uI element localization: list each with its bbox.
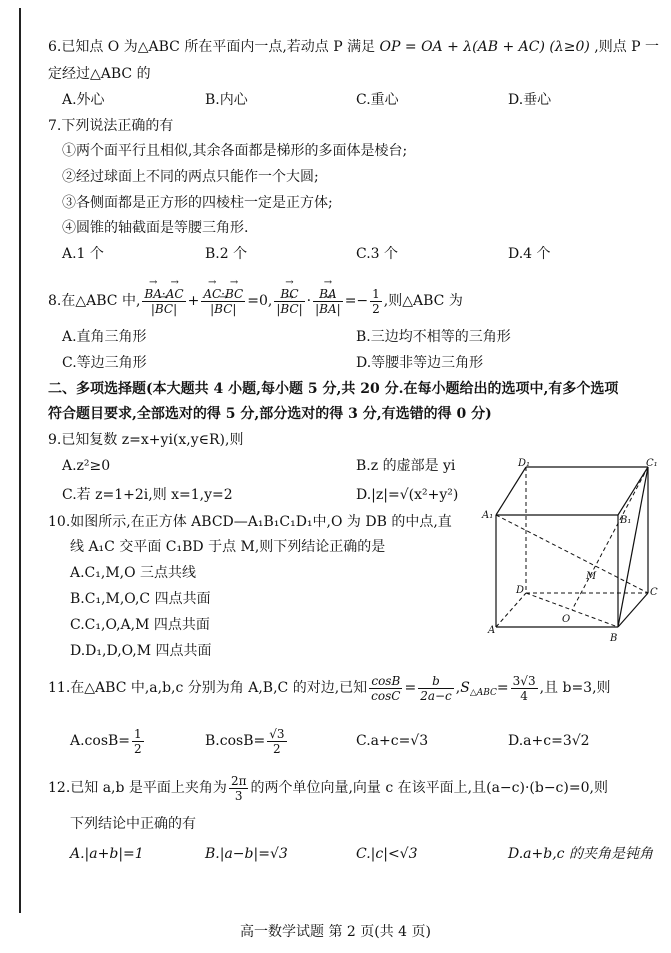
q10-option-b: B.C₁,M,O,C 四点共面 <box>70 591 211 607</box>
q9-option-a: A.z²≥0 <box>62 458 111 474</box>
q12-option-c: C.|c|<√3 <box>356 846 418 862</box>
q8-option-b: B.三边均不相等的三角形 <box>356 329 511 345</box>
q9-option-c: C.若 z=1+2i,则 x=1,y=2 <box>62 487 233 503</box>
q9-stem: 9.已知复数 z=x+yi(x,y∈R),则 <box>48 432 244 448</box>
q6-option-c: C.重心 <box>356 92 399 108</box>
q10-option-c: C.C₁,O,A,M 四点共面 <box>70 617 210 633</box>
q11-stem: 11.在△ABC 中,a,b,c 分别为角 A,B,C 的对边,已知 $\frac{\cos B}{\cos C}$ = $\frac{b}{2a-c}$ $,S_{\triangle ABC}=$ $\frac{3√3}{4}$ ,且 b=3,则 <box>48 673 611 703</box>
label-a1: A₁ <box>482 510 494 521</box>
section2-line1: 二、多项选择题(本大题共 4 小题,每小题 5 分,共 20 分.在每小题给出的选项中,有多个选项 <box>48 381 619 397</box>
q8-stem: 8.在△ABC 中, → $\frac{BA\cdot\to AC}{|\to BC|}$ + → $\frac{AC\cdot\to BC}{|\to BC|}$ =0, → $\frac{BC}{|\to BC|}$ · → $\frac{BA}{|\to BA|}$ =− $\frac{1}{2}$ ,则△ABC 为 <box>48 283 463 319</box>
q12-option-d: D.a+b,c 的夹角是钝角 <box>508 846 653 862</box>
q10-line1: 10.如图所示,在正方体 ABCD—A₁B₁C₁D₁中,O 为 DB 的中点,直 <box>48 514 452 530</box>
label-o: O <box>562 614 571 625</box>
label-m: M <box>586 571 597 582</box>
q11-option-d: D.a+c=3√2 <box>508 733 590 749</box>
q11-option-a: A.cosB= $\frac{1}{2}$ <box>70 726 142 756</box>
q11-option-c: C.a+c=√3 <box>356 733 429 749</box>
q8-option-d: D.等腰非等边三角形 <box>356 355 484 371</box>
label-c1: C₁ <box>646 458 658 469</box>
page-footer: 高一数学试题 第 2 页(共 4 页) <box>240 924 431 940</box>
section2-line2: 符合题目要求,全部选对的得 5 分,部分选对的得 3 分,有选错的得 0 分) <box>48 406 492 422</box>
q9-option-b: B.z 的虚部是 yi <box>356 458 456 474</box>
q12-option-a: A.|a+b|=1 <box>70 846 144 862</box>
q10-option-d: D.D₁,D,O,M 四点共面 <box>70 643 212 659</box>
q6-option-a: A.外心 <box>62 92 105 108</box>
q7-option-d: D.4 个 <box>508 246 551 262</box>
q8-option-a: A.直角三角形 <box>62 329 147 345</box>
q10-option-a: A.C₁,M,O 三点共线 <box>70 565 197 581</box>
q9-option-d: D.|z|=√(x²+y²) <box>356 487 459 503</box>
q7-item-4: ④圆锥的轴截面是等腰三角形. <box>62 220 249 236</box>
q12-option-b: B.|a−b|=√3 <box>205 846 288 862</box>
q7-option-c: C.3 个 <box>356 246 399 262</box>
label-c: C <box>650 587 658 598</box>
label-d: D <box>516 585 525 596</box>
q6-line1: 6.已知点 O 为△ABC 所在平面内一点,若动点 P 满足 OP = OA + λ(AB + AC) (λ≥0) ,则点 P 一 <box>48 39 660 55</box>
q6-option-d: D.垂心 <box>508 92 552 108</box>
q12-stem: 12.已知 a,b 是平面上夹角为 $\frac{2\pi}{3}$ 的两个单位向量,向量 c 在该平面上,且(a−c)·(b−c)=0,则 <box>48 773 608 803</box>
q7-option-b: B.2 个 <box>205 246 248 262</box>
cube-figure <box>478 455 663 645</box>
label-b: B <box>610 633 618 644</box>
label-b1: B₁ <box>620 515 632 526</box>
q7-option-a: A.1 个 <box>62 246 104 262</box>
q6-formula: OP = OA + λ(AB + AC) (λ≥0) <box>379 39 590 55</box>
q11-option-b: B.cosB= $\frac{√3}{2}$ <box>205 726 285 756</box>
label-d1: D₁ <box>518 458 531 469</box>
q6-line2: 定经过△ABC 的 <box>48 66 151 82</box>
q10-line2: 线 A₁C 交平面 C₁BD 于点 M,则下列结论正确的是 <box>70 539 386 555</box>
label-a: A <box>488 625 496 636</box>
q12-line2: 下列结论中正确的有 <box>70 816 196 832</box>
q7-stem: 7.下列说法正确的有 <box>48 118 174 134</box>
q7-item-2: ②经过球面上不同的两点只能作一个大圆; <box>62 169 319 185</box>
q8-option-c: C.等边三角形 <box>62 355 147 371</box>
q7-item-1: ①两个面平行且相似,其余各面都是梯形的多面体是棱台; <box>62 143 408 159</box>
q6-option-b: B.内心 <box>205 92 248 108</box>
margin-line <box>19 8 21 913</box>
q7-item-3: ③各侧面都是正方形的四棱柱一定是正方体; <box>62 195 333 211</box>
